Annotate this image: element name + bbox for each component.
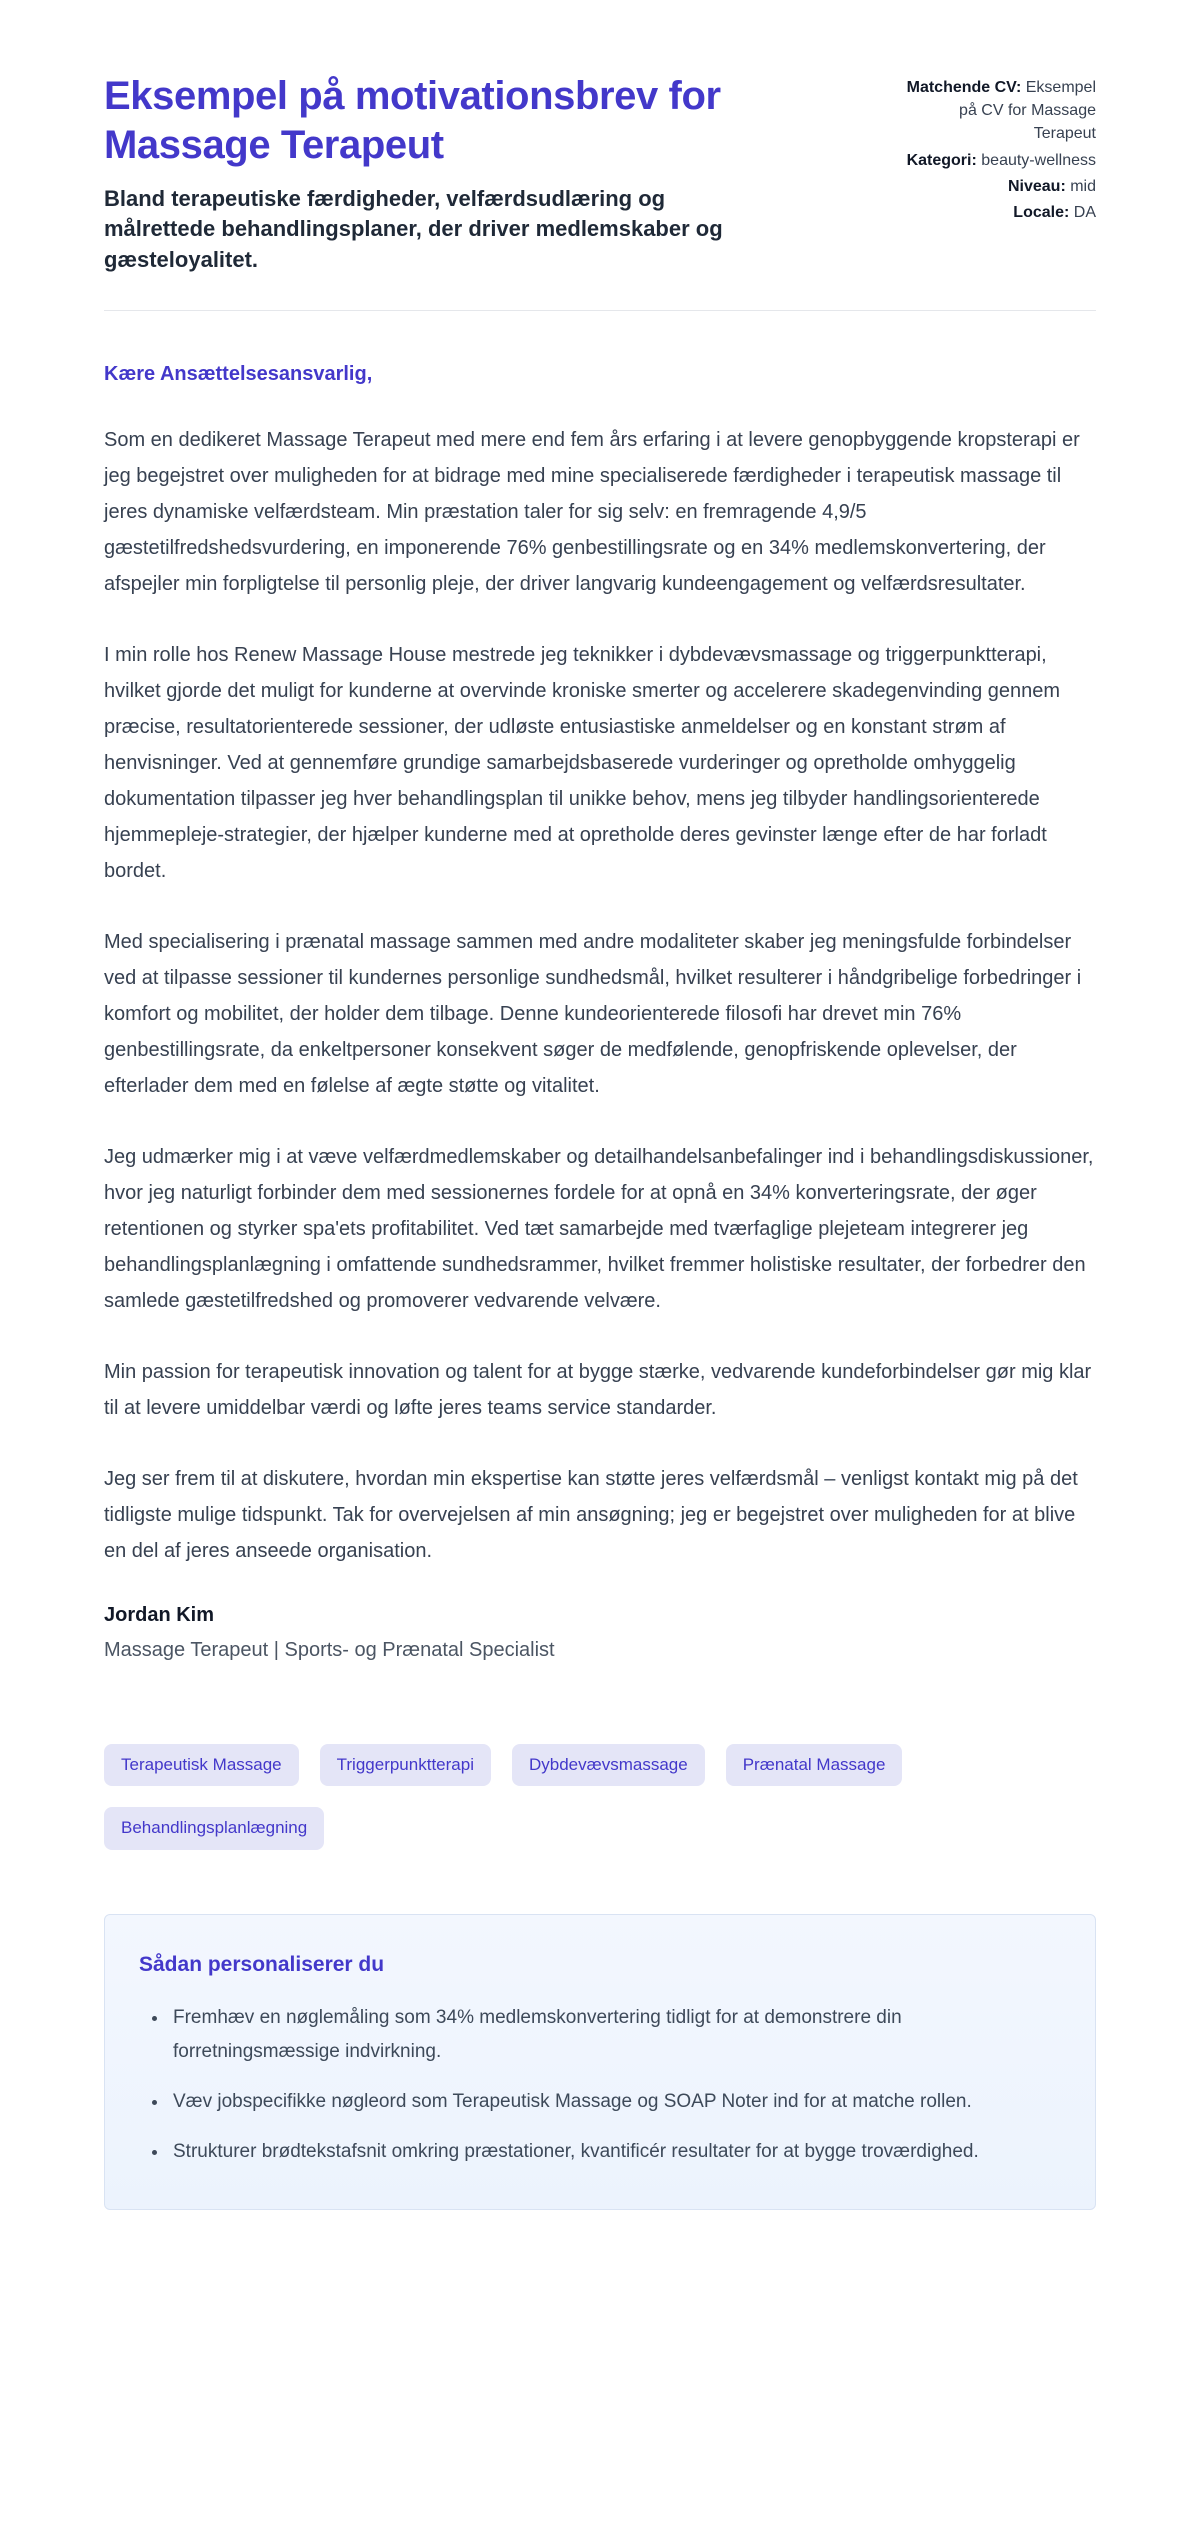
skill-tag: Triggerpunktterapi — [320, 1744, 491, 1786]
signature-role: Massage Terapeut | Sports- og Prænatal Specialist — [104, 1638, 555, 1661]
tips-title: Sådan personaliserer du — [139, 1952, 385, 1976]
meta-value: Eksempel på CV for Massage Terapeut — [959, 79, 1096, 143]
letter-paragraph: Jeg ser frem til at diskutere, hvordan min ekspertise kan støtte jeres velfærdsmål – venligst kontakt mig på det tidligste mulige tidspunkt. Tak for overvejelsen af min ansøgning; jeg er begejstret over muligheden for at blive en del af jeres anseede organisation. — [104, 1467, 1078, 1562]
meta-label: Locale: — [1013, 203, 1070, 221]
letter-paragraph: I min rolle hos Renew Massage House mestrede jeg teknikker i dybdevævsmassage og triggerpunktterapi, hvilket gjorde det muligt for kunderne at overvinde kroniske smerter og accelerere skadegenvinding gennem præcise, resultatorienterede sessioner, der udløste entusiastiske anmeldelser og en konstant strøm af henvisninger. Ved at gennemføre grundige samarbejdsbaserede vurderinger og opretholde omhyggelig dokumentation tilpasser jeg hver behandlingsplan til unikke behov, mens jeg tilbyder handlingsorienterede hjemmepleje-strategier, der hjælper kunderne med at opretholde deres gevinster længe efter de har forladt bordet. — [104, 643, 1061, 882]
meta-value: beauty-wellness — [981, 151, 1096, 169]
meta-value: DA — [1073, 203, 1096, 221]
meta-item-locale — [904, 201, 1096, 224]
skill-tag: Behandlingsplanlægning — [104, 1807, 324, 1849]
letter-paragraph: Jeg udmærker mig i at væve velfærdmedlemskaber og detailhandelsanbefalinger ind i behandlingsdiskussioner, hvor jeg naturligt forbinder dem med sessionernes fordele for at opnå en 34% konverteringsrate, der øger retentionen og styrker spa'ets profitabilitet. Ved tæt samarbejde med tværfaglige plejeteam integrerer jeg behandlingsplanlægning i omfattende sundhedsrammer, hvilket fremmer holistiske resultater, der forbedrer den samlede gæstetilfredshed og promoverer vedvarende velvære. — [104, 1145, 1094, 1312]
meta-label: Matchende CV: — [906, 79, 1022, 96]
tip-item: • Fremhæv en nøglemåling som 34% medlemskonvertering tidligt for at demonstrere din forretningsmæssige indvirkning. — [169, 2001, 1061, 2069]
tip-item: • Væv jobspecifikke nøgleord som Terapeutisk Massage og SOAP Noter ind for at matche rollen. — [169, 2085, 1061, 2119]
meta-item-matching-cv — [904, 76, 1096, 146]
signature-name: Jordan Kim — [104, 1603, 215, 1626]
meta-label: Kategori: — [906, 151, 977, 169]
meta-label: Niveau: — [1007, 177, 1066, 195]
letter-paragraph: Min passion for terapeutisk innovation og talent for at bygge stærke, vedvarende kundeforbindelser gør mig klar til at levere umiddelbar værdi og løfte jeres teams service standarder. — [104, 1360, 1092, 1419]
meta-item-level — [904, 175, 1096, 198]
skill-tag: Prænatal Massage — [726, 1744, 903, 1786]
page-subtitle: Bland terapeutiske færdigheder, velfærdsudlæring og målrettede behandlingsplaner, der driver medlemskaber og gæsteloyalitet. — [104, 185, 723, 273]
header-text-block — [104, 72, 849, 276]
header-divider — [104, 310, 1096, 311]
header — [104, 72, 1096, 276]
tips-list — [139, 2001, 1061, 2169]
meta-panel — [904, 72, 1096, 227]
page-title: Eksempel på motivationsbrev for Massage Terapeut — [104, 74, 721, 167]
meta-item-category — [904, 149, 1096, 172]
personalization-tips-box — [104, 1914, 1096, 2210]
skill-tag: Terapeutisk Massage — [104, 1744, 299, 1786]
tip-item: • Strukturer brødtekstafsnit omkring præstationer, kvantificér resultater for at bygge troværdighed. — [169, 2135, 1061, 2169]
letter-paragraph: Som en dedikeret Massage Terapeut med mere end fem års erfaring i at levere genopbyggende kropsterapi er jeg begejstret over muligheden for at bidrage med mine specialiserede færdigheder i terapeutisk massage til jeres dynamiske velfærdsteam. Min præstation taler for sig selv: en fremragende 4,9/5 gæstetilfredshedsvurdering, en imponerende 76% genbestillingsrate og en 34% medlemskonvertering, der afspejler min forpligtelse til personlig pleje, der driver langvarig kundeengagement og velfærdsresultater. — [104, 428, 1080, 595]
content-container — [104, 0, 1096, 2290]
letter-greeting: Kære Ansættelsesansvarlig, — [104, 362, 373, 385]
meta-value: mid — [1070, 177, 1096, 195]
letter-paragraph: Med specialisering i prænatal massage sammen med andre modaliteter skaber jeg meningsfulde forbindelser ved at tilpasse sessioner til kundernes personlige sundhedsmål, hvilket resulterer i håndgribelige forbedringer i komfort og mobilitet, der holder dem tilbage. Denne kundeorienterede filosofi har drevet min 76% genbestillingsrate, da enkeltpersoner konsekvent søger de medfølende, genopfriskende oplevelser, der efterlader dem med en følelse af ægte støtte og vitalitet. — [104, 930, 1082, 1097]
cover-letter-body — [104, 363, 1096, 1662]
signature-block — [104, 1604, 1096, 1662]
skill-tag-list — [104, 1744, 1096, 1850]
skill-tag: Dybdevævsmassage — [512, 1744, 705, 1786]
